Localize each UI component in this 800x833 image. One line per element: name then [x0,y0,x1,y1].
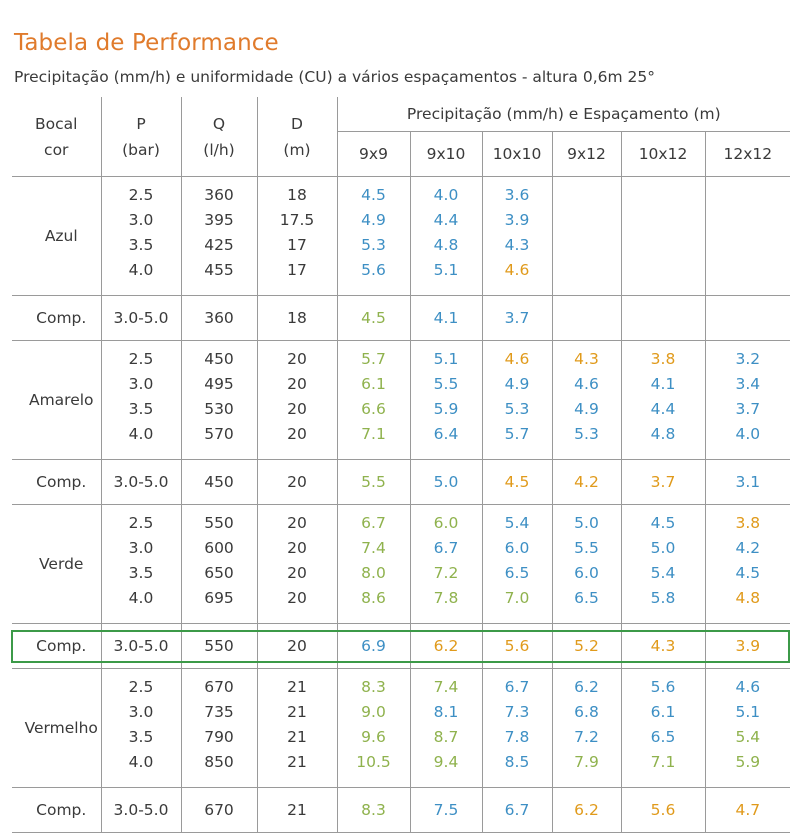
precip-value: 7.1 [650,753,676,771]
comp-d: 20 [257,460,337,505]
precip-col [621,341,705,460]
precip-value: 4.5 [735,564,761,582]
cell-q: 395 [204,211,234,229]
precip-value: 7.4 [361,539,386,557]
comp-row [12,788,790,833]
precip-value: 4.4 [433,211,459,229]
comp-q: 550 [181,624,257,669]
bocal-name: Azul [12,177,101,296]
precip-value: 4.6 [735,678,761,696]
precip-value: 5.1 [433,261,459,279]
comp-row [12,460,790,505]
header-spacing-2: 10x10 [482,132,552,177]
comp-precip-value: 6.2 [410,624,482,669]
cell-p: 2.5 [128,678,154,696]
precip-value: 6.0 [574,564,599,582]
precip-col [705,177,790,296]
precip-value: 5.6 [361,261,386,279]
precip-value: 5.5 [574,539,599,557]
cell-p: 2.5 [128,514,154,532]
col-p [101,505,181,624]
precip-col [552,177,621,296]
cell-p: 3.0 [128,211,154,229]
comp-label: Comp. [12,624,101,669]
precip-value: 4.5 [650,514,676,532]
header-spacing-5: 12x12 [705,132,790,177]
bocal-name: Verde [12,505,101,624]
precip-value: 4.9 [504,375,530,393]
cell-p: 4.0 [128,425,154,443]
comp-p: 3.0-5.0 [101,296,181,341]
header-q [181,97,257,177]
precip-value: 6.1 [650,703,676,721]
cell-p: 4.0 [128,589,154,607]
precip-value: 9.0 [361,703,386,721]
precip-value: 7.2 [574,728,599,746]
precip-col [482,341,552,460]
precip-value: 4.6 [504,261,530,279]
comp-precip-value: 6.2 [552,788,621,833]
block-row [12,505,790,624]
table-body [12,177,790,833]
cell-p: 3.0 [128,703,154,721]
precip-value: 5.7 [361,350,386,368]
comp-precip-value: 5.6 [482,624,552,669]
precip-col [482,177,552,296]
precip-value: 5.6 [650,678,676,696]
comp-precip-value: 3.7 [621,460,705,505]
header-p-line2: (bar) [122,140,160,159]
comp-q: 670 [181,788,257,833]
cell-p: 4.0 [128,261,154,279]
precip-col [337,505,410,624]
block-row [12,341,790,460]
header-d-line2: (m) [283,140,311,159]
precip-value: 9.4 [433,753,459,771]
precip-value: 3.9 [504,211,530,229]
block-row [12,669,790,788]
precip-col [552,505,621,624]
precip-col [482,505,552,624]
cell-q: 360 [204,186,234,204]
comp-precip-value: 6.9 [337,624,410,669]
cell-d: 20 [287,350,307,368]
cell-q: 570 [204,425,234,443]
comp-precip-value: 4.2 [552,460,621,505]
precip-value: 3.2 [735,350,761,368]
precip-value: 4.6 [504,350,530,368]
precip-value: 7.8 [433,589,459,607]
precip-value: 7.8 [504,728,530,746]
col-d [257,505,337,624]
precip-value: 8.1 [433,703,459,721]
table-header [12,97,790,177]
precip-col [552,669,621,788]
precip-col [410,341,482,460]
cell-d: 17 [287,261,307,279]
comp-row [12,296,790,341]
col-q [181,177,257,296]
cell-d: 18 [287,186,307,204]
precip-col [410,505,482,624]
cell-p: 3.5 [128,236,154,254]
precip-value: 3.8 [735,514,761,532]
header-span: Precipitação (mm/h) e Espaçamento (m) [337,97,790,132]
precip-value: 6.2 [574,678,599,696]
cell-q: 650 [204,564,234,582]
cell-d: 21 [287,728,307,746]
precip-value: 9.6 [361,728,386,746]
precip-value: 7.4 [433,678,459,696]
cell-p: 3.5 [128,728,154,746]
bocal-name: Vermelho [12,669,101,788]
precip-value: 5.4 [504,514,530,532]
precip-value: 6.4 [433,425,459,443]
header-spacing-4: 10x12 [621,132,705,177]
comp-precip-value: 4.7 [735,801,761,819]
comp-precip-value: 3.9 [735,637,761,655]
precip-value: 7.9 [574,753,599,771]
precip-value: 3.6 [504,186,530,204]
cell-d: 21 [287,753,307,771]
precip-value: 4.9 [361,211,386,229]
cell-d: 20 [287,425,307,443]
cell-q: 670 [204,678,234,696]
precip-value: 5.5 [433,375,459,393]
precip-value: 10.5 [356,753,391,771]
cell-p: 3.0 [128,375,154,393]
precip-value: 4.3 [504,236,530,254]
col-p [101,669,181,788]
header-bocal-line2: cor [44,140,69,159]
precip-value: 5.0 [650,539,676,557]
precip-col [337,669,410,788]
precip-value: 7.1 [361,425,386,443]
comp-label: Comp. [12,788,101,833]
precip-col [410,177,482,296]
precip-value: 6.5 [504,564,530,582]
header-p [101,97,181,177]
precip-value: 8.5 [504,753,530,771]
precip-value: 4.4 [650,400,676,418]
precip-value: 5.1 [433,350,459,368]
cell-d: 20 [287,539,307,557]
comp-precip-value: 5.2 [552,624,621,669]
col-d [257,341,337,460]
comp-d: 21 [257,788,337,833]
cell-q: 455 [204,261,234,279]
comp-precip-value: 4.5 [482,460,552,505]
header-d-line1: D [291,114,303,133]
comp-precip-value: 7.5 [410,788,482,833]
precip-value: 8.0 [361,564,386,582]
cell-d: 20 [287,514,307,532]
comp-row-highlighted [12,624,790,669]
cell-d: 20 [287,564,307,582]
col-d [257,669,337,788]
cell-q: 495 [204,375,234,393]
block-row [12,177,790,296]
cell-q: 550 [204,514,234,532]
precip-value: 5.0 [574,514,599,532]
col-p [101,341,181,460]
header-bocal [12,97,101,177]
precip-value: 5.1 [735,703,761,721]
cell-d: 20 [287,589,307,607]
comp-precip-value: 5.0 [410,460,482,505]
precip-value: 3.4 [735,375,761,393]
precip-value: 6.0 [433,514,459,532]
precip-value: 5.3 [574,425,599,443]
col-q [181,669,257,788]
header-p-line1: P [136,114,146,133]
bocal-name: Amarelo [12,341,101,460]
precip-value: 6.6 [361,400,386,418]
comp-p: 3.0-5.0 [101,460,181,505]
precip-value: 4.6 [574,375,599,393]
precip-value: 4.5 [361,186,386,204]
comp-p: 3.0-5.0 [101,788,181,833]
precip-value: 5.9 [735,753,761,771]
cell-d: 17 [287,236,307,254]
page-subtitle: Precipitação (mm/h) e uniformidade (CU) a vários espaçamentos - altura 0,6m 25° [14,68,656,86]
precip-value: 8.3 [361,678,386,696]
page-title: Tabela de Performance [14,30,279,56]
comp-precip-value: 5.5 [337,460,410,505]
header-spacing-0: 9x9 [337,132,410,177]
header-q-line2: (l/h) [203,140,235,159]
precip-value: 6.0 [504,539,530,557]
precip-col [482,669,552,788]
precip-col [552,341,621,460]
precip-value: 5.4 [735,728,761,746]
precip-value: 6.8 [574,703,599,721]
precip-col [621,505,705,624]
comp-label: Comp. [12,460,101,505]
precip-col [705,505,790,624]
precip-col [621,177,705,296]
precip-value: 8.6 [361,589,386,607]
cell-p: 2.5 [128,186,154,204]
comp-precip-value: 3.7 [482,296,552,341]
cell-q: 450 [204,350,234,368]
comp-precip-value: 4.1 [410,296,482,341]
precip-value: 5.4 [650,564,676,582]
cell-q: 530 [204,400,234,418]
comp-d: 20 [257,624,337,669]
precip-value: 3.8 [650,350,676,368]
cell-q: 850 [204,753,234,771]
cell-q: 735 [204,703,234,721]
comp-q: 450 [181,460,257,505]
performance-table [12,97,790,833]
col-q [181,341,257,460]
comp-precip-value: 5.6 [621,788,705,833]
comp-precip-value: 4.3 [621,624,705,669]
comp-precip-value: 3.1 [735,473,761,491]
precip-value: 6.1 [361,375,386,393]
comp-d: 18 [257,296,337,341]
comp-precip-value: 6.7 [482,788,552,833]
precip-value: 8.7 [433,728,459,746]
header-spacing-1: 9x10 [410,132,482,177]
precip-value: 4.8 [650,425,676,443]
precip-value: 6.7 [361,514,386,532]
precip-value: 5.9 [433,400,459,418]
precip-value: 4.8 [735,589,761,607]
precip-value: 6.7 [504,678,530,696]
header-bocal-line1: Bocal [35,114,78,133]
col-d [257,177,337,296]
comp-precip-value: 4.5 [337,296,410,341]
precip-value: 4.2 [735,539,761,557]
cell-d: 20 [287,375,307,393]
cell-q: 600 [204,539,234,557]
precip-value: 4.3 [574,350,599,368]
precip-col [705,341,790,460]
precip-value: 5.8 [650,589,676,607]
col-q [181,505,257,624]
comp-precip-value [621,296,705,341]
cell-d: 21 [287,703,307,721]
cell-d: 20 [287,400,307,418]
cell-p: 3.5 [128,564,154,582]
precip-col [621,669,705,788]
precip-col [337,177,410,296]
precip-value: 4.1 [650,375,676,393]
precip-value: 4.0 [433,186,459,204]
precip-value: 7.2 [433,564,459,582]
comp-label: Comp. [12,296,101,341]
comp-precip-value: 8.3 [337,788,410,833]
col-p [101,177,181,296]
precip-col [337,341,410,460]
precip-value: 5.7 [504,425,530,443]
precip-value: 5.3 [361,236,386,254]
header-d [257,97,337,177]
precip-col [410,669,482,788]
cell-p: 4.0 [128,753,154,771]
precip-value: 3.7 [735,400,761,418]
cell-q: 790 [204,728,234,746]
header-spacing-3: 9x12 [552,132,621,177]
header-q-line1: Q [212,114,226,133]
comp-precip-value [705,296,790,341]
cell-q: 695 [204,589,234,607]
cell-d: 17.5 [279,211,315,229]
cell-q: 425 [204,236,234,254]
precip-value: 6.5 [574,589,599,607]
cell-p: 3.0 [128,539,154,557]
precip-value: 5.3 [504,400,530,418]
cell-p: 3.5 [128,400,154,418]
precip-value: 7.3 [504,703,530,721]
precip-value: 6.7 [433,539,459,557]
comp-p: 3.0-5.0 [101,624,181,669]
precip-col [705,669,790,788]
comp-precip-value [552,296,621,341]
precip-value: 4.9 [574,400,599,418]
precip-value: 6.5 [650,728,676,746]
precip-value: 7.0 [504,589,530,607]
precip-value: 4.0 [735,425,761,443]
cell-d: 21 [287,678,307,696]
comp-q: 360 [181,296,257,341]
precip-value: 4.8 [433,236,459,254]
cell-p: 2.5 [128,350,154,368]
